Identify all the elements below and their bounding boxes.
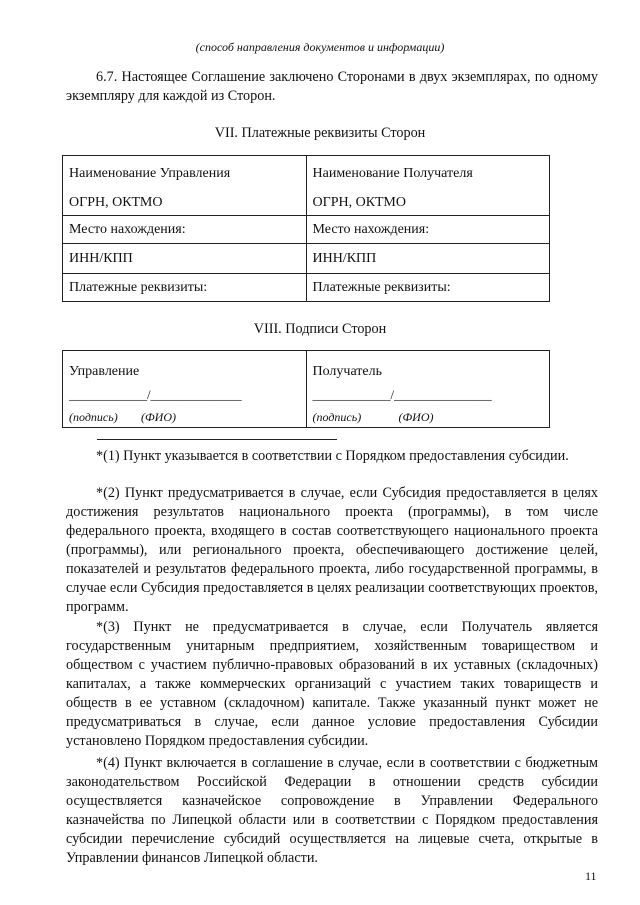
signatures-table <box>62 350 550 428</box>
requisites-left-ogrn: ОГРН, ОКТМО <box>69 195 163 210</box>
table-cell <box>306 156 550 216</box>
footnote-1 <box>66 447 598 466</box>
section-vii-title: VII. Платежные реквизиты Сторон <box>214 125 426 141</box>
table-row <box>63 351 550 428</box>
footnote-4-text: *(4) Пункт включается в соглашение в случае, если в соответствии с бюджетным законодательством Российской Федерации в отношении средств субсидии осуществляется казначейское сопровождение в Управлении Федерального казначейства по Липецкой области или в соответствии с Порядком предоставления субсидии перечисление субсидий осуществляется на лицевые счета, открытые в Управлении финансов Липецкой области. <box>66 755 598 866</box>
footnote-2-text: *(2) Пункт предусматривается в случае, если Субсидия предоставляется в целях достижения результатов национального проекта (программы), в том числе федерального проекта, входящего в состав соответствующего национального проекта (программы), или регионального проекта, обеспечивающего достижение целей, показателей и результатов федерального проекта, либо государственной программы, в случае если Субсидия предоставляется в целях реализации соответствующих проектов, программ. <box>66 485 598 615</box>
signature-role-right: Получатель <box>312 364 383 379</box>
footnote-3-text: *(3) Пункт не предусматривается в случае, если Получатель является государственным унитарным предприятием, хозяйственным товариществом и обществом с участием публично-правовых образований в их уставных (складочных) капиталах, а также коммерческих организаций с участием таких товариществ и обществ в ее уставном (складочном) капитале. Также указанный пункт может не предусматриваться в случае, если данное условие предоставления Субсидии установлено Порядком предоставления субсидии. <box>66 619 598 749</box>
page-number: 11 <box>585 869 597 883</box>
signature-line-left: ____________/______________ <box>69 387 242 402</box>
table-row <box>63 216 550 244</box>
signature-caption-left: (подпись) <box>69 410 118 424</box>
signature-cell-left <box>63 351 307 428</box>
signature-line-right: ____________/_______________ <box>312 387 492 402</box>
footnote-divider <box>97 439 337 440</box>
requisites-right-name: Наименование Получателя <box>312 166 473 181</box>
table-row <box>63 156 550 216</box>
table-cell: Место нахождения: <box>306 216 550 244</box>
section-viii-title: VIII. Подписи Сторон <box>253 321 387 337</box>
footnote-1-text: *(1) Пункт указывается в соответствии с Порядком предоставления субсидии. <box>96 448 569 464</box>
table-cell: Платежные реквизиты: <box>63 274 307 302</box>
header-note: (способ направления документов и информации) <box>195 40 445 54</box>
signature-role-left: Управление <box>69 364 140 379</box>
footnote-4 <box>66 754 598 868</box>
table-row <box>63 274 550 302</box>
footnote-2 <box>66 484 598 617</box>
name-caption-right: (ФИО) <box>398 410 434 424</box>
table-cell: Платежные реквизиты: <box>306 274 550 302</box>
table-row <box>63 244 550 274</box>
signature-cell-right <box>306 351 550 428</box>
clause-6-7-text: 6.7. Настоящее Соглашение заключено Сторонами в двух экземплярах, по одному экземпляру для каждой из Сторон. <box>66 69 598 104</box>
clause-6-7 <box>66 68 598 106</box>
requisites-right-ogrn: ОГРН, ОКТМО <box>312 195 406 210</box>
table-cell: ИНН/КПП <box>306 244 550 274</box>
signature-caption-right: (подпись) <box>312 410 362 424</box>
requisites-table <box>62 155 550 302</box>
footnote-3 <box>66 618 598 751</box>
table-cell: ИНН/КПП <box>63 244 307 274</box>
requisites-left-name: Наименование Управления <box>69 166 231 181</box>
table-cell: Место нахождения: <box>63 216 307 244</box>
table-cell <box>63 156 307 216</box>
name-caption-left: (ФИО) <box>141 410 176 424</box>
